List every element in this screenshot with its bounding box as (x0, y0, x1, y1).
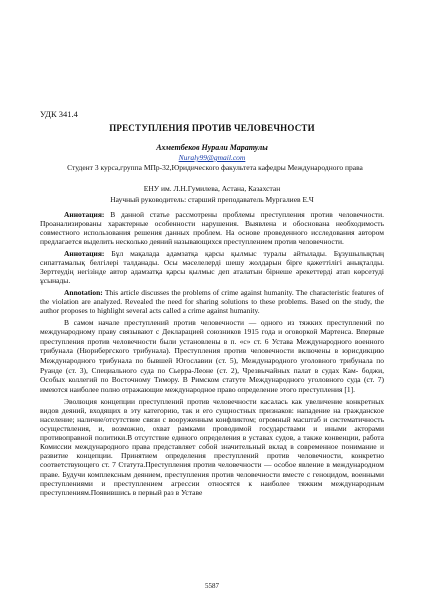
abstract-ru-text: В данной статье рассмотрены проблемы преступления против человечности. Проанализированы характерные особенности нарушения. Выявлена и обоснована необходимость совместного использования решения данных проблем. На основе проведенного исследования автором предлагается выделить несколько деяний называющихся преступлением против человечности. (40, 210, 384, 247)
page-number: 5587 (205, 582, 219, 590)
abstract-kz-label: Аннотация: (64, 248, 105, 258)
udk-code: УДК 341.4 (40, 109, 78, 119)
abstract-en-label: Annotation: (64, 287, 103, 297)
abstract-ru (40, 210, 384, 246)
author-affiliation: Студент 3 курса,группа МПр-32,Юридического факультета кафедры Международного права (67, 163, 363, 172)
abstract-en (40, 288, 384, 315)
supervisor: Научный руководитель: старший преподаватель Мургалиев Е.Ч (110, 195, 314, 204)
abstract-ru-label: Аннотация: (64, 210, 105, 219)
abstract-en-text: This article discusses the problems of crime against humanity. The characteristic features of the violation are analyzed. Revealed the need for sharing solutions to these problems. Based on the study, the author proposes to highlight several acts called a crime against humanity. (40, 287, 384, 315)
paragraph-1: В самом начале преступлений против человечности — одного из тяжких преступлений по международному праву связывают с Декларацией союзников 1915 года и оговоркой Мартенса. Впервые преступления против человечности были установлены в п. «с» ст. 6 Устава Международного военного трибунала (Нюрнбергского трибунала). Преступления против человечности включены в юрисдикцию Международного трибунала по бывшей Югославии (ст. 5), Международного уголовного трибунала по Руанде (ст. 3), Специального суда по Сьерра-Леоне (ст. 2), Чрезвычайных палат в судах Кам- боджи, Особых коллегий по Восточному Тимору. В Римском статуте Международного уголовного суда (ст. 7) имеются наиболее полно отражающие международное право определение этого преступления [1]. (40, 317, 384, 394)
article-body (40, 210, 384, 499)
university: ЕНУ им. Л.Н.Гумилева, Астана, Казахстан (143, 184, 281, 193)
abstract-kz (40, 249, 384, 285)
paragraph-2: Эволюция концепции преступлений против человечности касалась как увеличение конкретных видов деяний, входящих в эту категорию, так и его сущностных признаков: нападение на гражданское население; наличие/отсутствие связи с вооруженным конфликтом; огромный масштаб и систематичность осуществления, и, возможно, охват рамками проводимой государствами и иными акторами противоправной политики.В отсутствие единого определения в уставах судов, а также конвенции, работа Комиссии международного права представляет собой значительный вклад в современное понимание и развитие концепции. Принятием определения преступлений против человечности, конкретно соответствующего ст. 7 Статута.Преступления против человечности — особое явление в международном праве. Будучи комплексным деянием, преступления против человечности вместе с геноцидом, военными преступлениями и преступлением агрессии относятся к наиболее тяжким международным преступлениям.Появившись в первый раз в Уставе (40, 396, 384, 497)
abstract-kz-text: Бұл мақалада адамзатқа қарсы қылмыс туралы айтылады. Бұзушылықтың сипаттамалық белгілері талданады. Осы мәселелерді шешу жолдарын бірге қажеттілігі анықталды. Зерттеудің негізінде автор адамзатқа қарсы қылмыс деп аталатын бірнеше әрекеттерді атап көрсетуді ұсынады. (40, 248, 384, 286)
article-title: ПРЕСТУПЛЕНИЯ ПРОТИВ ЧЕЛОВЕЧНОСТИ (109, 123, 315, 133)
author-email-link[interactable]: Nuraly99@gmail.com (178, 153, 246, 162)
author-name: Ахметбеков Нурали Маратулы (156, 143, 268, 152)
